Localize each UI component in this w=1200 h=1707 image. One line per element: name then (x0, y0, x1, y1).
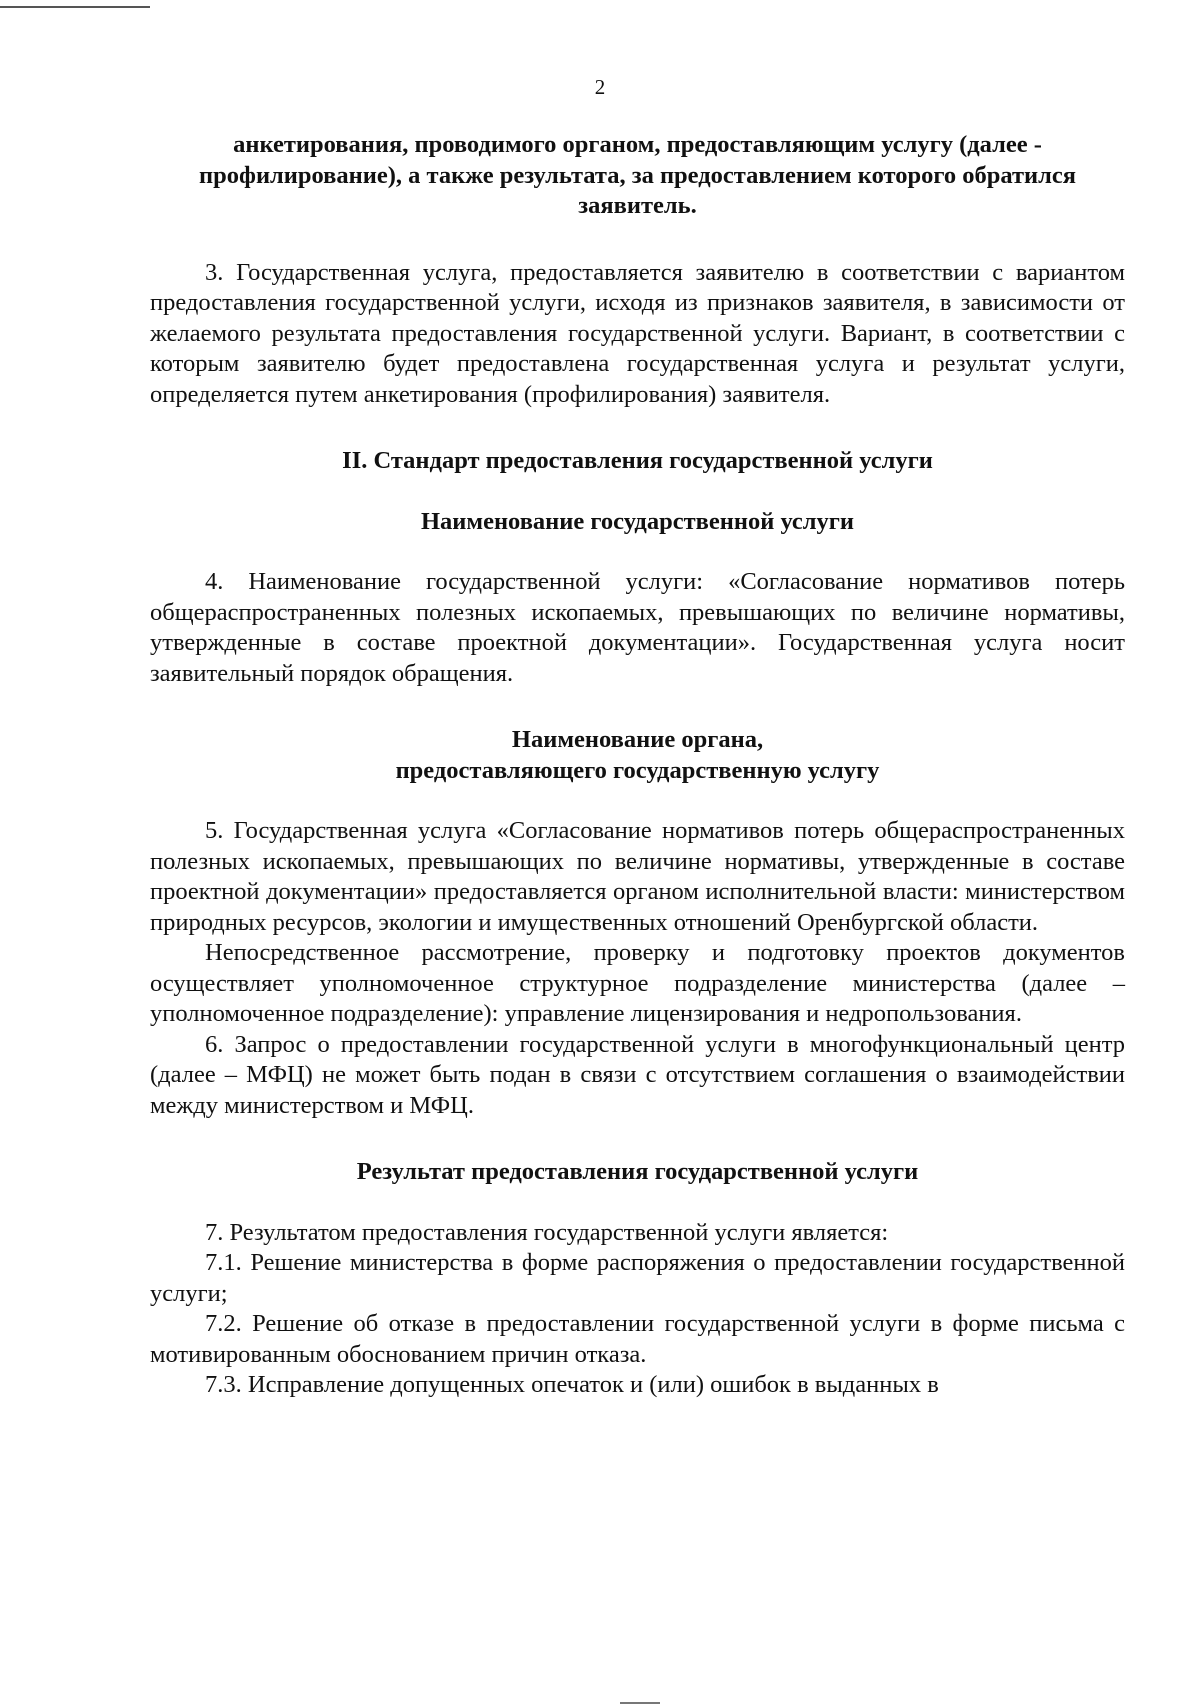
paragraph-7-1: 7.1. Решение министерства в форме распоряжения о предоставлении государственной услуги; (150, 1249, 1125, 1307)
paragraph-7-2: 7.2. Решение об отказе в предоставлении государственной услуги в форме письма с мотивированным обоснованием причин отказа. (150, 1310, 1125, 1368)
intro-heading: анкетирования, проводимого органом, предоставляющим услугу (далее - профилирование), а также результата, за предоставлением которого обратился заявитель. (199, 131, 1076, 219)
paragraph-7-3: 7.3. Исправление допущенных опечаток и (или) ошибок в выданных в (205, 1371, 939, 1398)
paragraph-6: 6. Запрос о предоставлении государственной услуги в многофункциональный центр (далее – МФЦ) не может быть подан в связи с отсутствием соглашения о взаимодействии между министерством и МФЦ. (150, 1030, 1125, 1119)
document-body (150, 130, 1125, 1401)
page-number: 2 (594, 75, 606, 99)
paragraph-4: 4. Наименование государственной услуги: «Согласование нормативов потерь общераспространенных полезных ископаемых, превышающих по величине нормативы, утвержденные в составе проектной документации». Государственная услуга носит заявительный порядок обращения. (150, 568, 1125, 687)
paragraph-5-continued: Непосредственное рассмотрение, проверку и подготовку проектов документов осуществляет уполномоченное структурное подразделение министерства (далее – уполномоченное подразделение): управление лицензирования и недропользования. (150, 939, 1125, 1027)
heading-service-name: Наименование государственной услуги (420, 507, 855, 535)
heading-agency-line-2: предоставляющего государственную услугу (395, 756, 880, 784)
scan-edge-mark (0, 0, 150, 8)
heading-result: Результат предоставления государственной услуги (356, 1158, 919, 1185)
scan-bottom-mark (620, 1702, 660, 1704)
paragraph-5: 5. Государственная услуга «Согласование нормативов потерь общераспространенных полезных ископаемых, превышающих по величине нормативы, утвержденные в составе проектной документации» предоставляется органом исполнительной власти: министерством природных ресурсов, экологии и имущественных отношений Оренбургской области. (150, 817, 1125, 936)
section-2-title: II. Стандарт предоставления государственной услуги (342, 447, 933, 474)
heading-agency-line-1: Наименование органа, (511, 726, 764, 753)
paragraph-3: 3. Государственная услуга, предоставляется заявителю в соответствии с вариантом предоставления государственной услуги, исходя из признаков заявителя, в зависимости от желаемого результата предоставления государственной услуги. Вариант, в соответствии с которым заявителю будет предоставлена государственная услуга и результат услуги, определяется путем анкетирования (профилирования) заявителя. (150, 258, 1125, 408)
paragraph-7: 7. Результатом предоставления государственной услуги является: (205, 1218, 889, 1246)
